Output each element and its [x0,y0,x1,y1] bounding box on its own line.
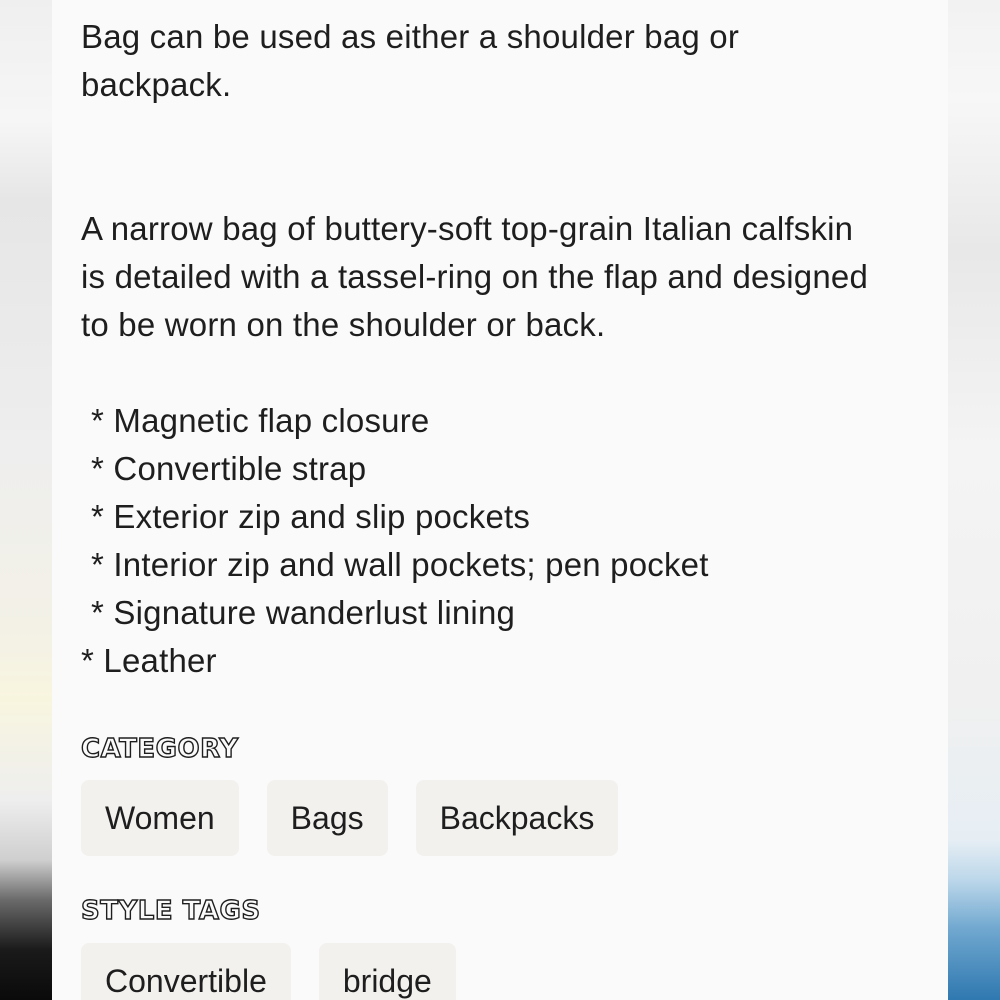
category-chip-bags[interactable]: Bags [267,780,388,856]
background-left-blur [0,0,52,1000]
description-bullet: * Convertible strap [91,450,367,487]
description-bullet: * Interior zip and wall pockets; pen pocket [91,546,709,583]
category-chip-women[interactable]: Women [81,780,239,856]
style-tags-heading: STYLE TAGS [81,896,261,926]
style-tag-chips [81,943,456,1000]
description-line: backpack. [81,66,232,103]
background-right-blur [948,0,1000,1000]
description-line: is detailed with a tassel-ring on the flap and designed [81,258,868,295]
style-tag-chip-bridge[interactable]: bridge [319,943,456,1000]
description-bullet: * Magnetic flap closure [91,402,430,439]
description-line [81,157,931,205]
description-line: Bag can be used as either a shoulder bag or [81,18,740,55]
category-heading: CATEGORY [81,734,239,764]
description-line: A narrow bag of buttery-soft top-grain Italian calfskin [81,210,854,247]
category-chip-backpacks[interactable]: Backpacks [416,780,619,856]
category-chips [81,780,618,856]
description-text [81,0,931,685]
description-bullet: * Exterior zip and slip pockets [91,498,531,535]
description-bullet: * Leather [81,642,217,679]
description-bullet: * Signature wanderlust lining [91,594,516,631]
description-line: to be worn on the shoulder or back. [81,306,606,343]
description-line [81,349,931,397]
listing-details-panel [52,0,948,1000]
style-tag-chip-convertible[interactable]: Convertible [81,943,291,1000]
description-line [81,109,931,157]
